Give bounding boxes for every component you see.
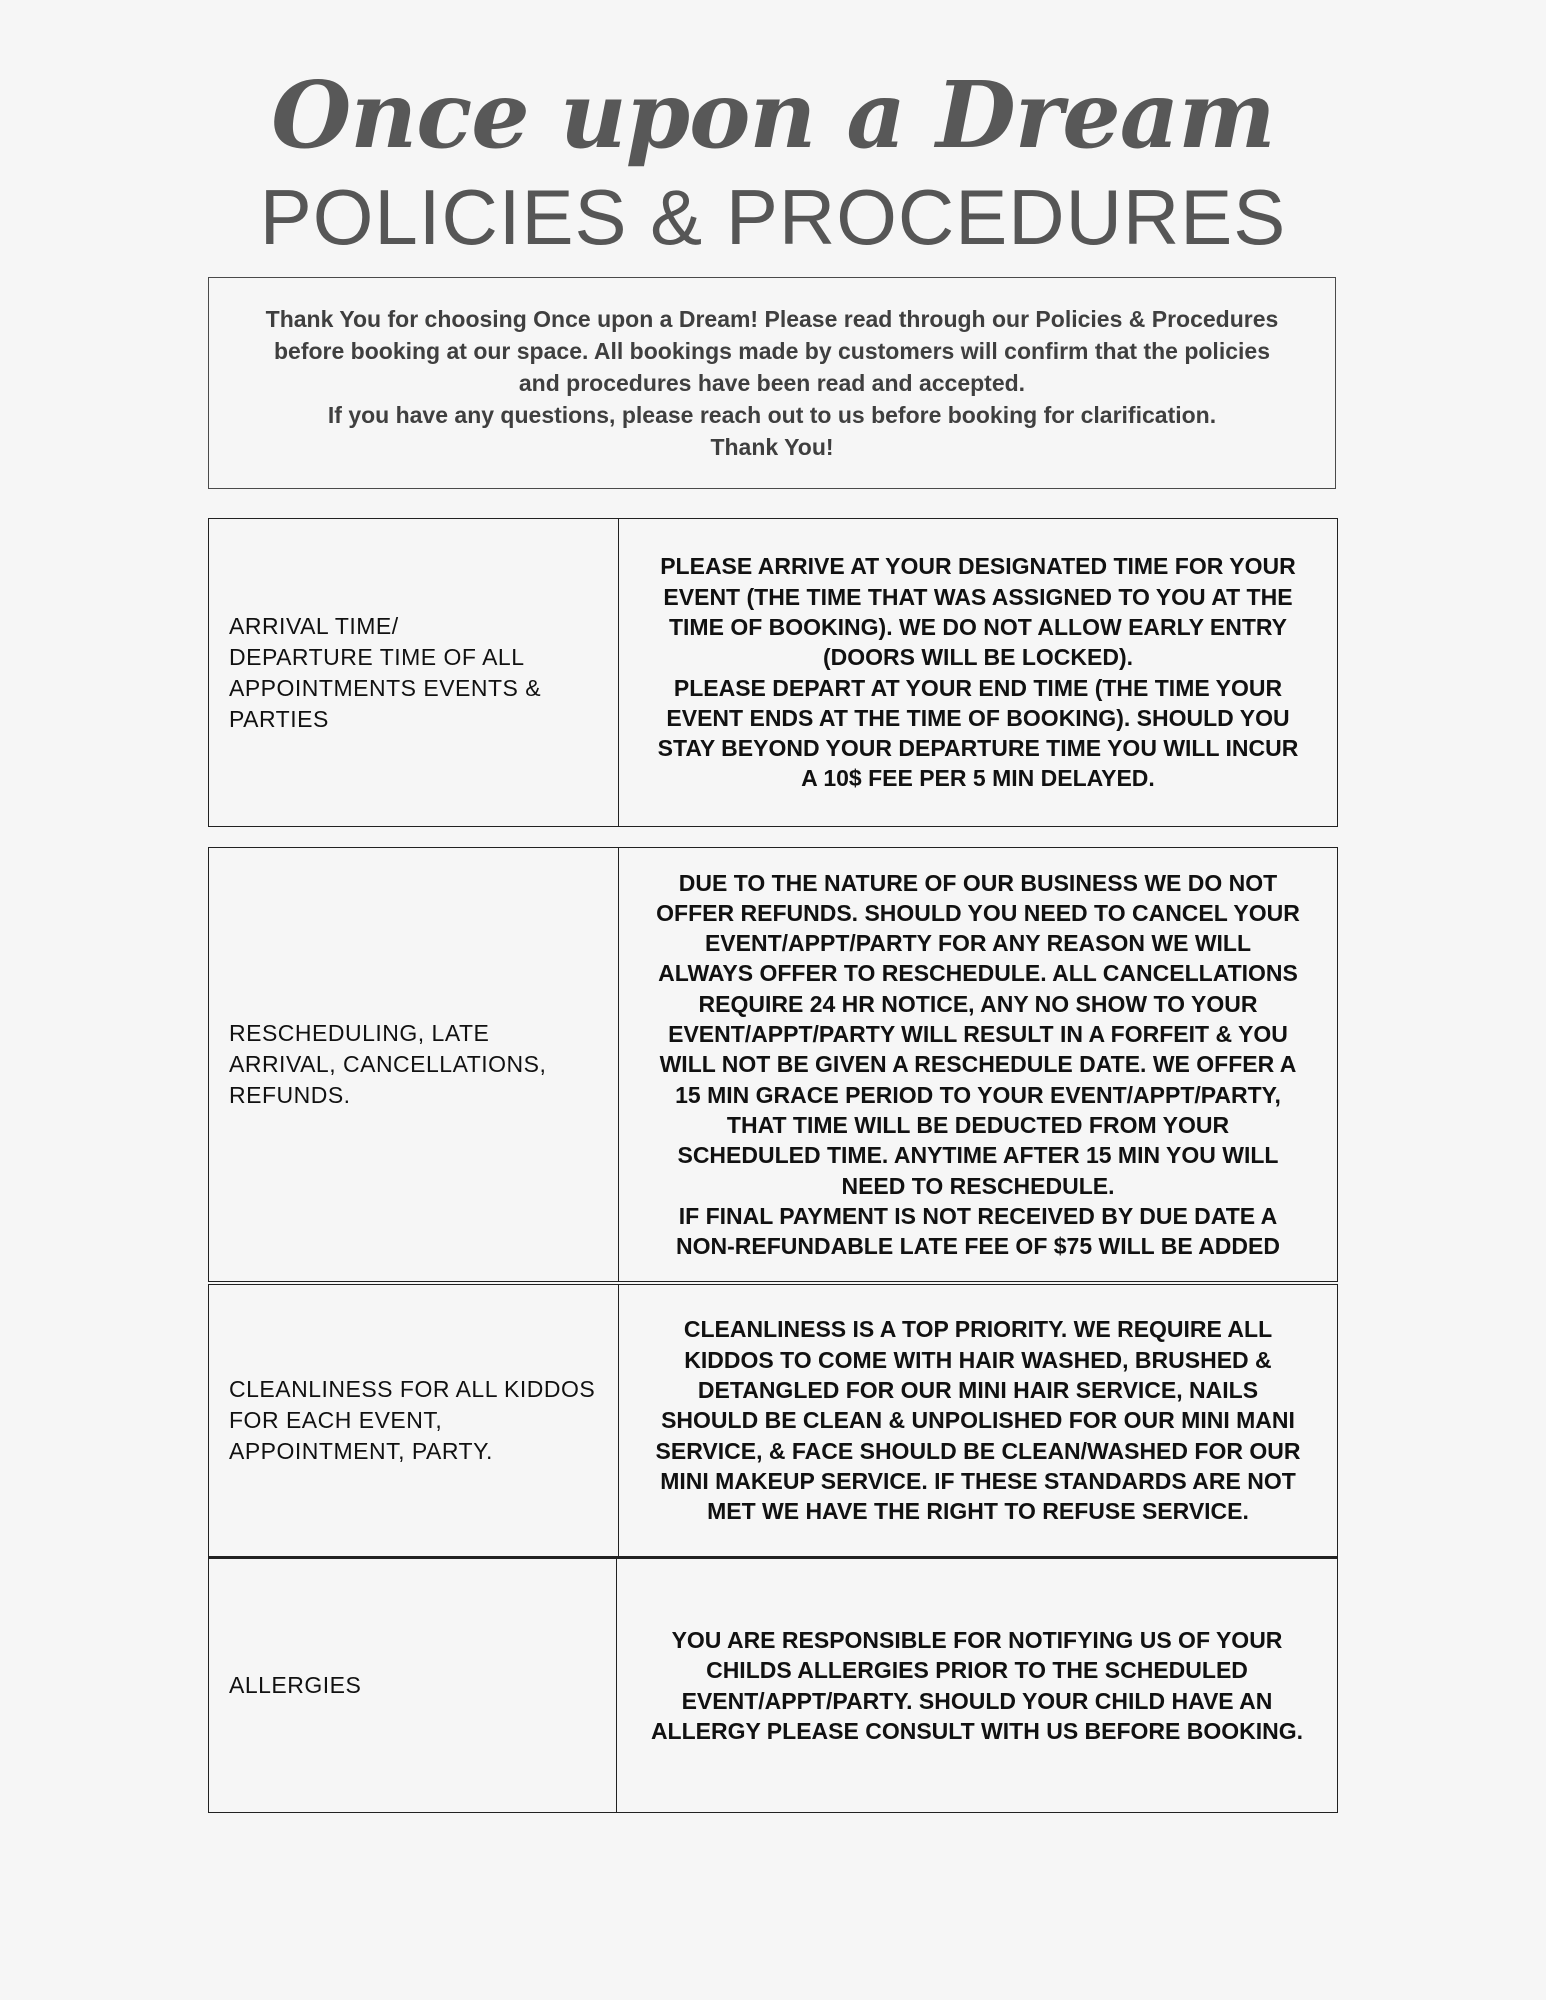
- policy-text: CLEANLINESS IS A TOP PRIORITY. WE REQUIRE ALL KIDDOS TO COME WITH HAIR WASHED, BRUSHED & DETANGLED FOR OUR MINI HAIR SERVICE, NAILS SHOULD BE CLEAN & UNPOLISHED FOR OUR MINI MANI SERVICE, & FACE SHOULD BE CLEAN/WASHED FOR OUR MINI MAKEUP SERVICE. IF THESE STANDARDS ARE NOT MET WE HAVE THE RIGHT TO REFUSE SERVICE.: [655, 1316, 1301, 1525]
- intro-box: [208, 277, 1336, 489]
- policy-content-cell: [619, 1285, 1337, 1556]
- policy-text: YOU ARE RESPONSIBLE FOR NOTIFYING US OF YOUR CHILDS ALLERGIES PRIOR TO THE SCHEDULED EVENT/APPT/PARTY. SHOULD YOUR CHILD HAVE AN ALLERGY PLEASE CONSULT WITH US BEFORE BOOKING.: [650, 1626, 1304, 1744]
- policy-label: ARRIVAL TIME/ DEPARTURE TIME OF ALL APPOINTMENTS EVENTS & PARTIES: [229, 612, 542, 732]
- policy-label-cell: [209, 848, 619, 1281]
- business-name-title: Once upon a Dream: [271, 61, 1275, 169]
- policy-label: CLEANLINESS FOR ALL KIDDOS FOR EACH EVENT, APPOINTMENT, PARTY.: [229, 1376, 596, 1464]
- page-header: [0, 60, 1546, 262]
- policy-label-cell: [209, 519, 619, 826]
- page-title: POLICIES & PROCEDURES: [259, 173, 1287, 261]
- policy-text: PLEASE ARRIVE AT YOUR DESIGNATED TIME FOR YOUR EVENT (THE TIME THAT WAS ASSIGNED TO YOU AT THE TIME OF BOOKING). WE DO NOT ALLOW EARLY ENTRY (DOORS WILL BE LOCKED). PLEASE DEPART AT YOUR END TIME (THE TIME YOUR EVENT ENDS AT THE TIME OF BOOKING). SHOULD YOU STAY BEYOND YOUR DEPARTURE TIME YOU WILL INCUR A 10$ FEE PER 5 MIN DELAYED.: [657, 553, 1299, 792]
- intro-text: Thank You for choosing Once upon a Dream! Please read through our Policies & Procedures before booking at our space. All bookings made by customers will confirm that the policies and procedures have been read and accepted. If you have any questions, please reach out to us before booking for clarification. Thank You!: [265, 306, 1279, 460]
- policy-content-cell: [619, 848, 1337, 1281]
- policy-label: ALLERGIES: [229, 1672, 362, 1698]
- policy-text: DUE TO THE NATURE OF OUR BUSINESS WE DO NOT OFFER REFUNDS. SHOULD YOU NEED TO CANCEL YOUR EVENT/APPT/PARTY FOR ANY REASON WE WILL ALWAYS OFFER TO RESCHEDULE. ALL CANCELLATIONS REQUIRE 24 HR NOTICE, ANY NO SHOW TO YOUR EVENT/APPT/PARTY WILL RESULT IN A FORFEIT & YOU WILL NOT BE GIVEN A RESCHEDULE DATE. WE OFFER A 15 MIN GRACE PERIOD TO YOUR EVENT/APPT/PARTY, THAT TIME WILL BE DEDUCTED FROM YOUR SCHEDULED TIME. ANYTIME AFTER 15 MIN YOU WILL NEED TO RESCHEDULE. IF FINAL PAYMENT IS NOT RECEIVED BY DUE DATE A NON-REFUNDABLE LATE FEE OF $75 WILL BE ADDED: [656, 869, 1300, 1260]
- policy-label-cell: [209, 1559, 617, 1812]
- policy-row-allergies: [208, 1557, 1338, 1813]
- policy-content-cell: [619, 519, 1337, 826]
- policy-row-arrival-departure: [208, 518, 1338, 827]
- policy-content-cell: [617, 1559, 1337, 1812]
- policy-label-cell: [209, 1285, 619, 1556]
- policy-row-rescheduling: [208, 847, 1338, 1282]
- policy-label: RESCHEDULING, LATE ARRIVAL, CANCELLATIONS, REFUNDS.: [229, 1020, 547, 1108]
- policy-row-cleanliness: [208, 1284, 1338, 1557]
